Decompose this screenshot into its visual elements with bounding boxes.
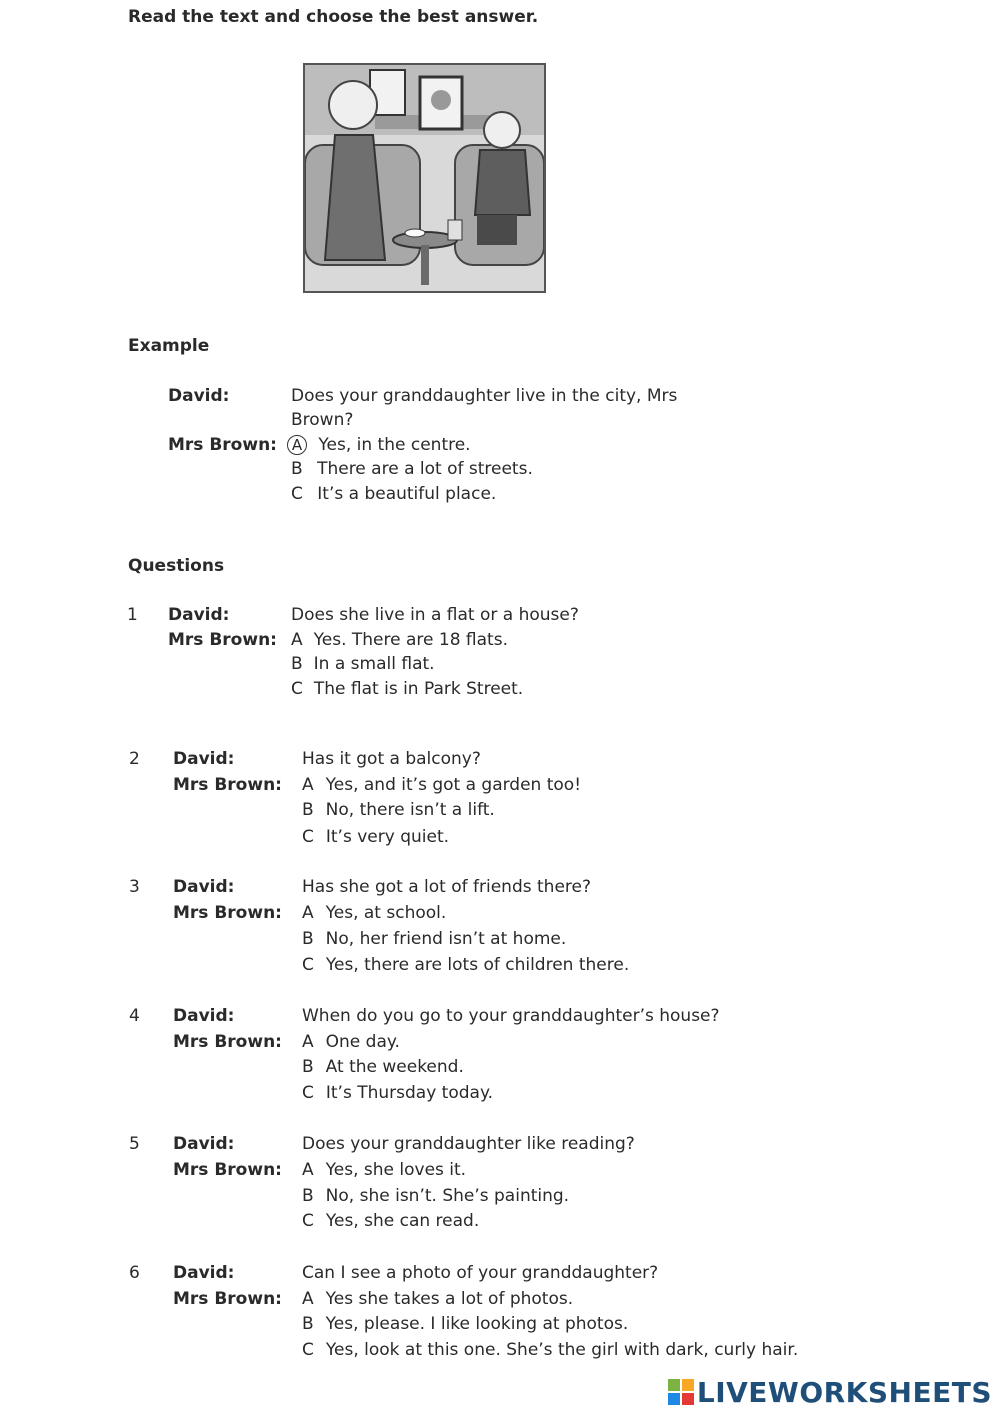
option-text: Yes, she can read. [325, 1211, 480, 1231]
answer-option[interactable] [302, 1287, 573, 1312]
option-text: No, there isn’t a lift. [325, 800, 495, 820]
option-text: No, she isn’t. She’s painting. [325, 1186, 570, 1206]
option-text: Yes she takes a lot of photos. [325, 1289, 574, 1309]
option-text: No, her friend isn’t at home. [325, 929, 567, 949]
example-option-a [289, 433, 471, 458]
question-speaker-david: David: [173, 749, 235, 769]
illustration-grandmother-and-boy [303, 63, 546, 293]
option-letter: A [302, 1289, 314, 1309]
option-text: It’s Thursday today. [325, 1083, 493, 1103]
answer-option[interactable] [302, 1209, 479, 1234]
question-text: Has she got a lot of friends there? [302, 877, 591, 897]
option-letter: B [302, 929, 314, 949]
question-speaker-mrs-brown: Mrs Brown: [173, 903, 282, 923]
question-speaker-david: David: [173, 877, 235, 897]
answer-option[interactable] [291, 677, 523, 702]
question-text: When do you go to your granddaughter’s house? [302, 1006, 720, 1026]
option-text: One day. [325, 1032, 400, 1052]
question-speaker-mrs-brown: Mrs Brown: [168, 630, 277, 650]
scene-illustration [305, 65, 544, 291]
option-letter: A [291, 630, 303, 650]
liveworksheets-icon [668, 1379, 694, 1405]
example-option-text: Yes, in the centre. [318, 435, 471, 455]
option-text: Yes, please. I like looking at photos. [325, 1314, 629, 1334]
question-number: 6 [129, 1263, 140, 1283]
answer-option[interactable] [302, 1081, 493, 1106]
example-option-b [291, 457, 533, 482]
question-number: 2 [129, 749, 140, 769]
option-letter: B [302, 1186, 314, 1206]
example-option-text: There are a lot of streets. [317, 459, 533, 479]
option-letter: B [302, 800, 314, 820]
brand-name: LIVEWORKSHEETS [696, 1376, 992, 1409]
question-text: Can I see a photo of your granddaughter? [302, 1263, 659, 1283]
example-question-line2: Brown? [291, 410, 354, 430]
question-speaker-david: David: [168, 605, 230, 625]
answer-option[interactable] [302, 825, 449, 850]
example-speaker-mrs-brown: Mrs Brown: [168, 435, 277, 455]
instruction-heading: Read the text and choose the best answer. [128, 7, 539, 27]
option-letter: C [302, 1211, 314, 1231]
liveworksheets-logo[interactable] [668, 1376, 992, 1409]
answer-option[interactable] [302, 798, 495, 823]
example-option-letter: B [291, 459, 303, 479]
option-text: In a small flat. [313, 654, 435, 674]
question-number: 1 [127, 605, 138, 625]
option-text: The flat is in Park Street. [313, 679, 524, 699]
option-text: At the weekend. [325, 1057, 464, 1077]
example-option-text: It’s a beautiful place. [317, 484, 497, 504]
option-letter: B [302, 1057, 314, 1077]
question-speaker-mrs-brown: Mrs Brown: [173, 775, 282, 795]
option-text: Yes, there are lots of children there. [325, 955, 630, 975]
question-speaker-david: David: [173, 1134, 235, 1154]
question-text: Does your granddaughter like reading? [302, 1134, 635, 1154]
option-letter: C [302, 1340, 314, 1360]
question-text: Does she live in a flat or a house? [291, 605, 579, 625]
answer-option[interactable] [302, 1184, 569, 1209]
option-letter: C [302, 827, 314, 847]
option-letter: A [302, 1032, 314, 1052]
option-text: Yes, at school. [325, 903, 447, 923]
answer-option[interactable] [302, 773, 581, 798]
option-letter: A [302, 775, 314, 795]
option-text: Yes, look at this one. She’s the girl with dark, curly hair. [325, 1340, 799, 1360]
questions-heading: Questions [128, 556, 225, 576]
answer-option[interactable] [302, 1030, 400, 1055]
question-text: Has it got a balcony? [302, 749, 481, 769]
question-number: 5 [129, 1134, 140, 1154]
question-speaker-mrs-brown: Mrs Brown: [173, 1032, 282, 1052]
example-option-c [291, 482, 496, 507]
answer-option[interactable] [302, 927, 566, 952]
option-text: Yes. There are 18 flats. [313, 630, 508, 650]
question-speaker-david: David: [173, 1006, 235, 1026]
question-number: 4 [129, 1006, 140, 1026]
answer-option[interactable] [302, 1338, 798, 1363]
answer-option[interactable] [302, 953, 629, 978]
option-letter: A [302, 1160, 314, 1180]
option-text: It’s very quiet. [325, 827, 450, 847]
example-option-letter-circled: A [287, 435, 307, 455]
question-number: 3 [129, 877, 140, 897]
answer-option[interactable] [291, 652, 435, 677]
option-letter: B [302, 1314, 314, 1334]
example-heading: Example [128, 336, 210, 356]
option-text: Yes, she loves it. [325, 1160, 467, 1180]
example-speaker-david: David: [168, 386, 230, 406]
example-option-letter: C [291, 484, 303, 504]
option-letter: A [302, 903, 314, 923]
option-letter: B [291, 654, 303, 674]
example-question-line1: Does your granddaughter live in the city, Mrs [291, 386, 678, 406]
question-speaker-mrs-brown: Mrs Brown: [173, 1160, 282, 1180]
question-speaker-david: David: [173, 1263, 235, 1283]
option-text: Yes, and it’s got a garden too! [325, 775, 582, 795]
question-speaker-mrs-brown: Mrs Brown: [173, 1289, 282, 1309]
answer-option[interactable] [291, 628, 508, 653]
answer-option[interactable] [302, 1158, 466, 1183]
option-letter: C [302, 1083, 314, 1103]
answer-option[interactable] [302, 901, 446, 926]
option-letter: C [302, 955, 314, 975]
answer-option[interactable] [302, 1055, 464, 1080]
option-letter: C [291, 679, 303, 699]
answer-option[interactable] [302, 1312, 628, 1337]
